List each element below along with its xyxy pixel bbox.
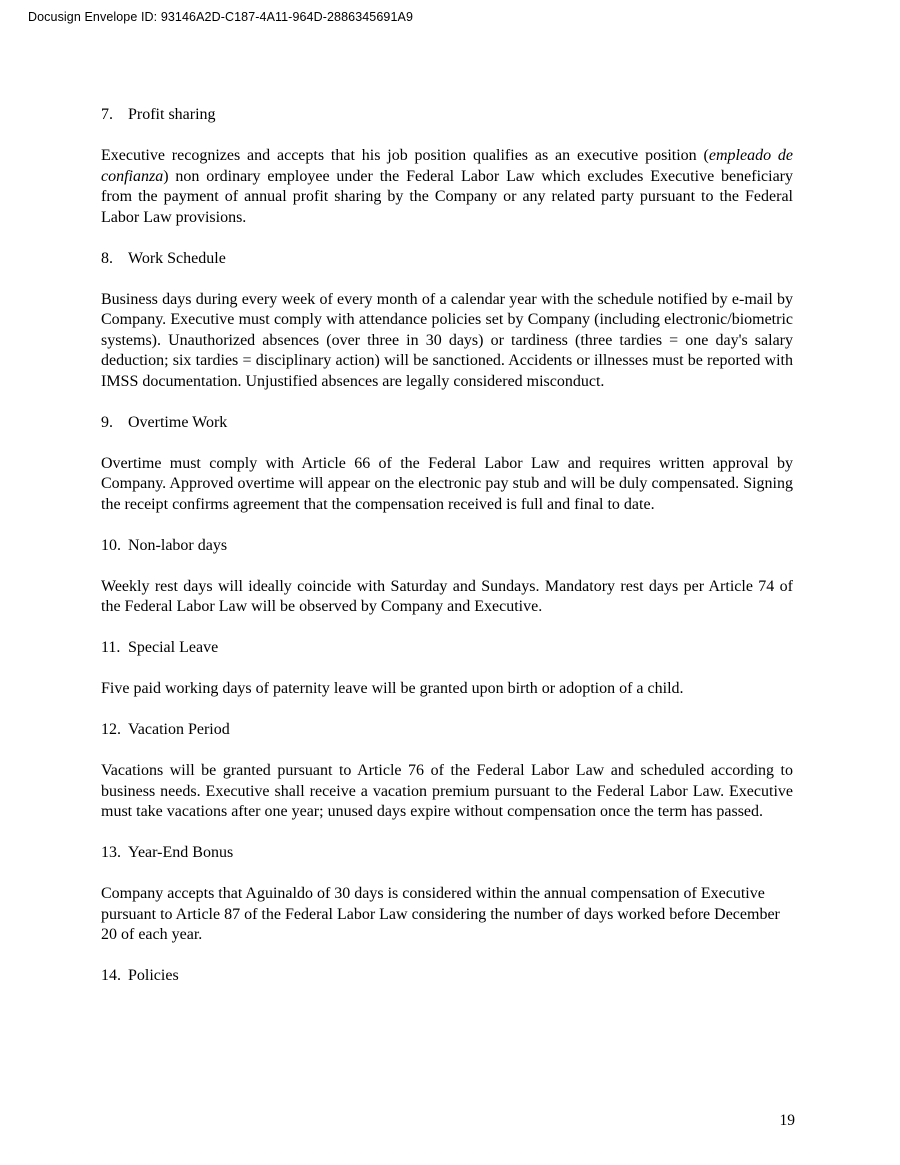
section-heading [101, 105, 793, 126]
text-run: ) non ordinary employee under the Federal Labor Law which excludes Executive beneficiary from the payment of annual profit sharing by the Company or any related party pursuant to the Federal Labor Law provisions. [101, 167, 793, 226]
text-run: Weekly rest days will ideally coincide with Saturday and Sundays. Mandatory rest days per Article 74 of the Federal Labor Law will be observed by Company and Executive. [101, 577, 793, 615]
section-paragraph [101, 577, 793, 618]
contract-section [101, 720, 793, 823]
section-title: Policies [128, 967, 179, 984]
text-run: Executive recognizes and accepts that his job position qualifies as an executive position ( [101, 147, 709, 164]
section-title: Overtime Work [128, 413, 228, 431]
text-run: Company accepts that Aguinaldo of 30 days is considered within the annual compensation of Executive pursuant to Article 87 of the Federal Labor Law considering the number of days worked before December 20 of each year. [101, 885, 780, 943]
section-heading [101, 966, 793, 987]
text-run: Five paid working days of paternity leave will be granted upon birth or adoption of a child. [101, 680, 684, 697]
section-paragraph [101, 454, 793, 516]
section-number: 7. [101, 106, 113, 123]
section-number: 11. [101, 639, 121, 656]
section-number: 13. [101, 844, 121, 861]
contract-section [101, 966, 793, 987]
section-heading [101, 249, 793, 270]
contract-section [101, 843, 793, 946]
section-title: Profit sharing [128, 106, 216, 123]
page-number: 19 [779, 1112, 795, 1129]
section-number: 10. [101, 536, 121, 554]
sections-container [101, 105, 793, 987]
section-title: Vacation Period [128, 721, 230, 738]
docusign-envelope-id: Docusign Envelope ID: 93146A2D-C187-4A11-964D-2886345691A9 [28, 10, 413, 24]
section-number: 14. [101, 967, 121, 984]
section-title: Special Leave [128, 639, 219, 656]
contract-section [101, 536, 793, 618]
italic-phrase: empleado de confianza [101, 147, 794, 185]
contract-section [101, 638, 793, 700]
text-run: Vacations will be granted pursuant to Article 76 of the Federal Labor Law and scheduled according to business needs. Executive shall receive a vacation premium pursuant to the Federal Labor Law. Executive must take vacations after one year; unused days expire without compensation once the term has passed. [101, 762, 793, 820]
section-heading [101, 720, 793, 741]
section-paragraph [101, 146, 793, 228]
section-paragraph [101, 884, 793, 946]
section-title: Non-labor days [128, 536, 228, 554]
contract-section [101, 413, 793, 516]
section-heading [101, 843, 793, 864]
section-heading [101, 413, 793, 434]
section-number: 8. [101, 249, 113, 267]
section-paragraph [101, 290, 793, 393]
section-heading [101, 638, 793, 659]
section-title: Work Schedule [128, 249, 226, 267]
section-title: Year-End Bonus [128, 844, 234, 861]
section-number: 12. [101, 721, 121, 738]
document-body [101, 105, 793, 1007]
contract-section [101, 105, 793, 228]
contract-section [101, 249, 793, 393]
section-paragraph [101, 761, 793, 823]
section-number: 9. [101, 413, 113, 431]
section-heading [101, 536, 793, 557]
section-paragraph [101, 679, 793, 700]
text-run: Business days during every week of every month of a calendar year with the schedule notified by e-mail by Company. Executive must comply with attendance policies set by Company (including electronic/biometric systems). Unauthorized absences (over three in 30 days) or tardiness (three tardies = one day's salary deduction; six tardies = disciplinary action) will be sanctioned. Accidents or illnesses must be reported with IMSS documentation. Unjustified absences are legally considered misconduct. [101, 290, 793, 390]
text-run: Overtime must comply with Article 66 of the Federal Labor Law and requires written approval by Company. Approved overtime will appear on the electronic pay stub and will be duly compensated. Signing the receipt confirms agreement that the compensation received is full and final to date. [101, 454, 793, 513]
